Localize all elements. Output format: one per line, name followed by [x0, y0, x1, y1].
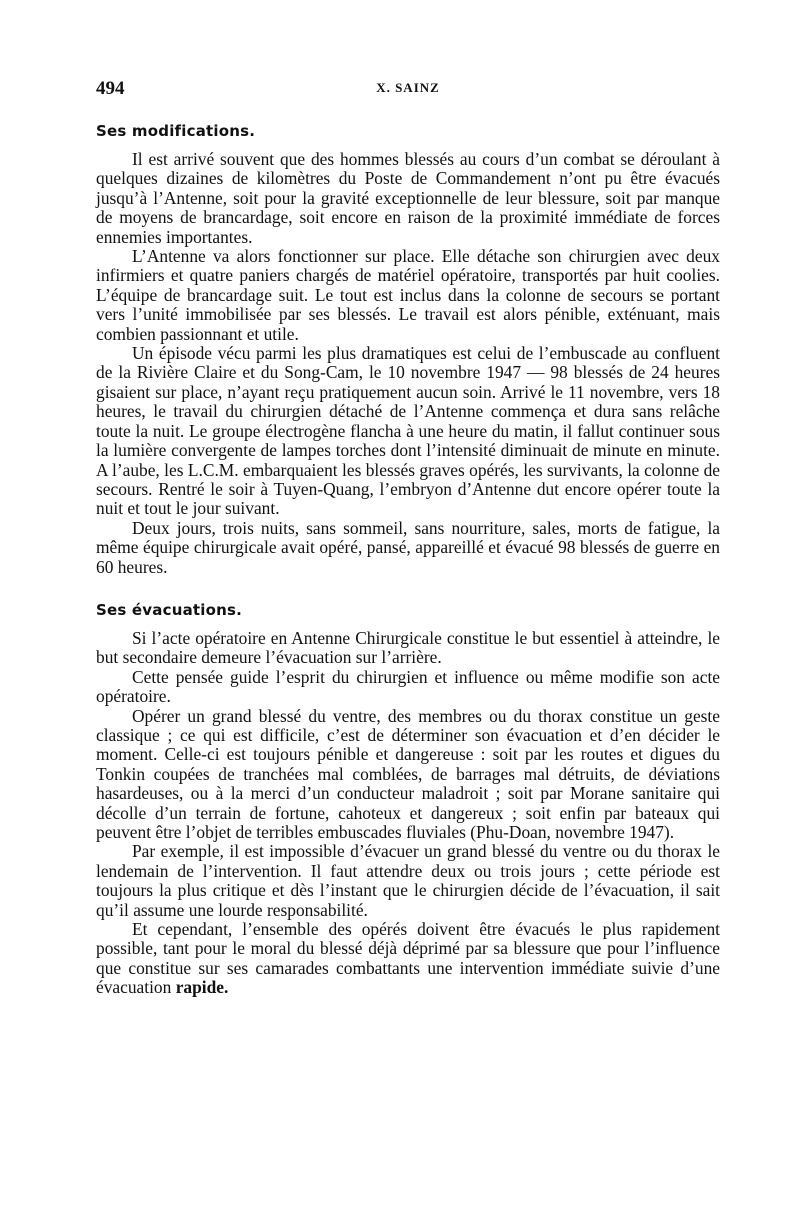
running-header [96, 78, 720, 106]
section-heading: Ses évacuations. [96, 600, 243, 619]
paragraph: Cette pensée guide l’esprit du chirurgien et influence ou même modifie son acte opératoire. [96, 666, 720, 707]
paragraph: Il est arrivé souvent que des hommes blessés au cours d’un combat se déroulant à quelques dizaines de kilomètres du Poste de Commandement n’ont pu être évacués jusqu’à l’Antenne, soit pour la gravité exceptionnelle de leur blessure, soit par manque de moyens de brancardage, soit encore en raison de la proximité immédiate de forces ennemies importantes. [96, 149, 720, 247]
running-title: X. SAINZ [376, 80, 440, 95]
section-modifications [96, 122, 720, 577]
paragraph: L’Antenne va alors fonctionner sur place. Elle détache son chirurgien avec deux infirmiers et quatre paniers chargés de matériel opératoire, transportés par huit coolies. L’équipe de brancardage suit. Le tout est inclus dans la colonne de secours se portant vers l’unité immobilisée par ses blessés. Le travail est alors pénible, exténuant, mais combien passionnant et utile. [96, 246, 720, 344]
document-page [96, 78, 720, 998]
paragraph: Opérer un grand blessé du ventre, des membres ou du thorax constitue un geste classique ; ce qui est difficile, c’est de déterminer son évacuation et d’en décider le moment. Celle-ci est toujours pénible et dangereuse : soit par les routes et digues du Tonkin coupées de tranchées mal comblées, de barrages mal détruits, de déviations hasardeuses, ou à la merci d’un conducteur maladroit ; soit par Morane sanitaire qui décolle d’un terrain de fortune, cahoteux et dangereux ; soit enfin par bateaux qui peuvent être l’objet de terribles embuscades fluviales (Phu-Doan, novembre 1947). [96, 705, 720, 842]
paragraph-end-word: rapide. [175, 977, 229, 998]
paragraph [96, 920, 720, 998]
section-heading: Ses modifications. [96, 122, 256, 140]
paragraph: Un épisode vécu parmi les plus dramatiques est celui de l’embuscade au confluent de la Rivière Claire et du Song-Cam, le 10 novembre 1947 — 98 blessés de 24 heures gisaient sur place, n’ayant reçu pratiquement aucun soin. Arrivé le 11 novembre, vers 18 heures, le travail du chirurgien détaché de l’Antenne commença et dura sans relâche toute la nuit. Le groupe électrogène flancha à une heure du matin, il fallut continuer sous la lumière convergente de lampes torches dont l’intensité diminuait de minute en minute. A l’aube, les L.C.M. embarquaient les blessés graves opérés, les survivants, la colonne de secours. Rentré le soir à Tuyen-Quang, l’embryon d’Antenne dut encore opérer toute la nuit et tout le jour suivant. [96, 343, 720, 519]
section-evacuations [96, 601, 720, 998]
paragraph: Deux jours, trois nuits, sans sommeil, sans nourriture, sales, morts de fatigue, la même équipe chirurgicale avait opéré, pansé, appareillé et évacué 98 blessés de guerre en 60 heures. [96, 517, 720, 577]
paragraph: Si l’acte opératoire en Antenne Chirurgicale constitue le but essentiel à atteindre, le but secondaire demeure l’évacuation sur l’arrière. [96, 627, 720, 668]
page-number: 494 [96, 78, 125, 99]
paragraph: Par exemple, il est impossible d’évacuer un grand blessé du ventre ou du thorax le lendemain de l’intervention. Il faut attendre deux ou trois jours ; cette période est toujours la plus critique et dès l’instant que le chirurgien décide de l’évacuation, il sait qu’il assume une lourde responsabilité. [96, 841, 720, 920]
paragraph-text: Et cependant, l’ensemble des opérés doivent être évacués le plus rapidement possible, tant pour le moral du blessé déjà déprimé par sa blessure que pour l’influence que constitue sur ses camarades combattants une intervention immédiate suivie d’une évacuation [96, 919, 720, 998]
